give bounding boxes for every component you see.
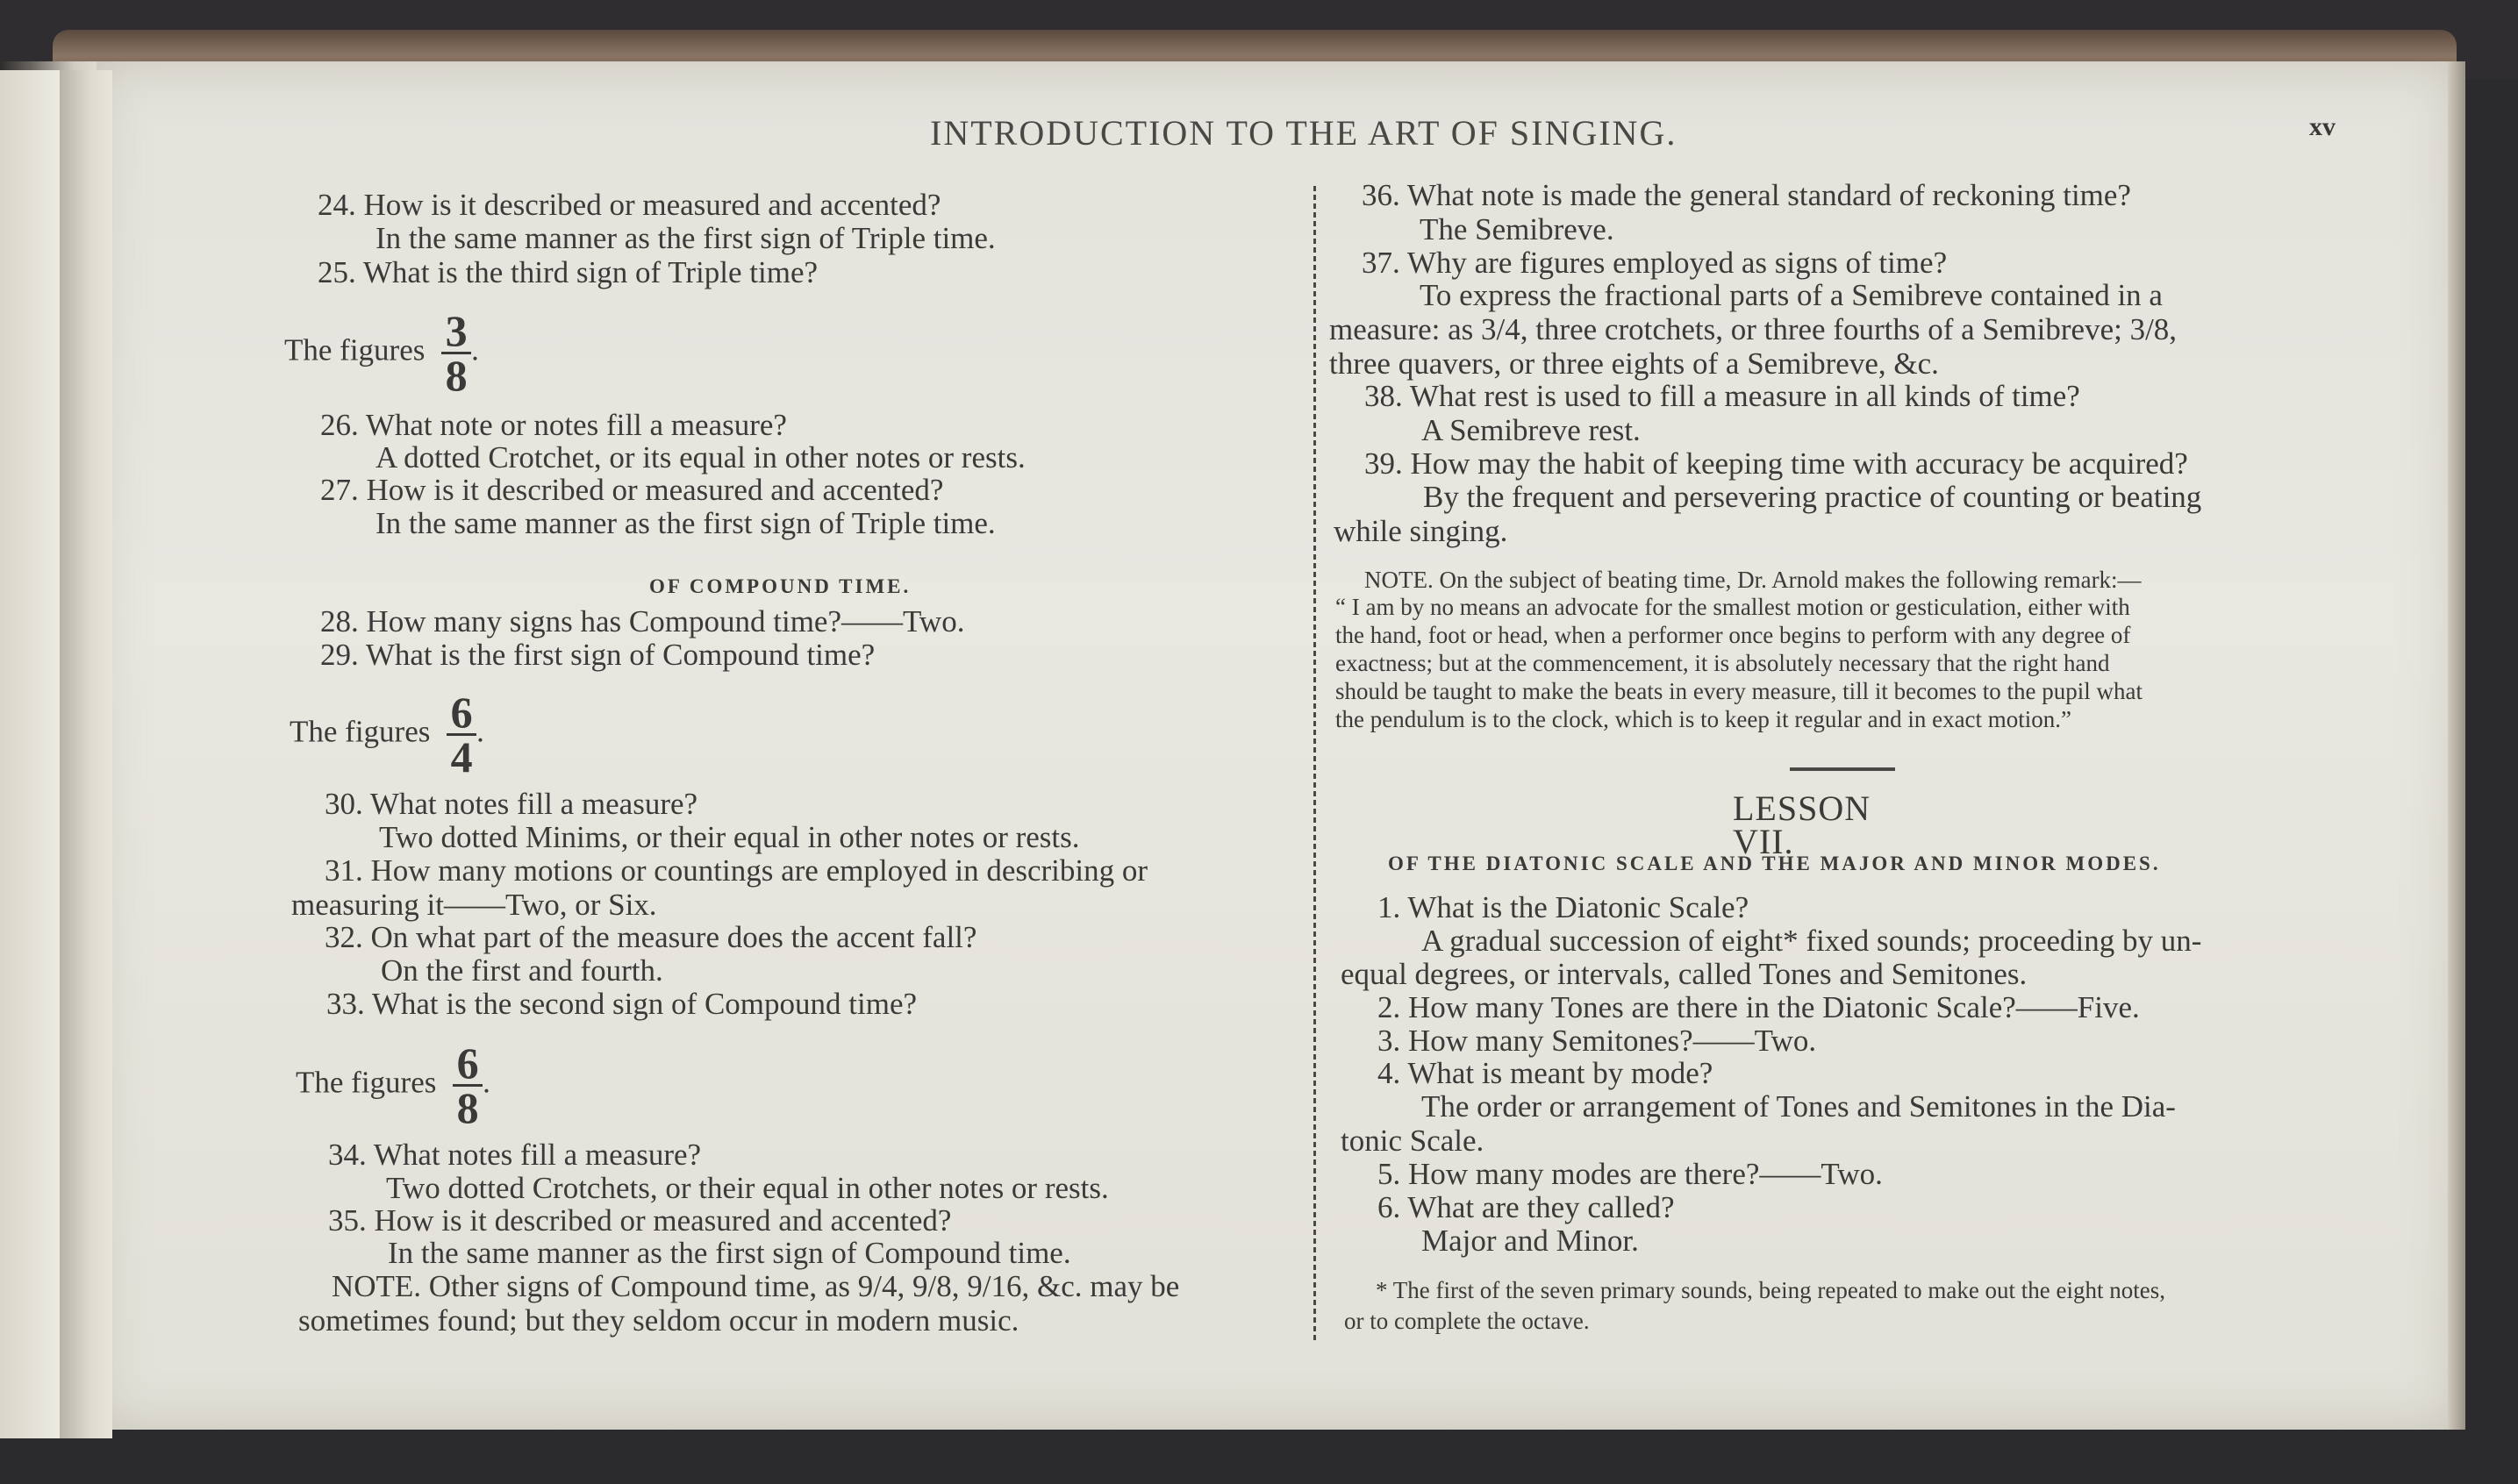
- answer-1: A gradual succession of eight* fixed sounds; proceeding by un-: [1421, 924, 2202, 958]
- answer-35: In the same manner as the first sign of Compound time.: [388, 1236, 1071, 1270]
- question-38: 38. What rest is used to fill a measure in all kinds of time?: [1364, 379, 2080, 413]
- answer-34: Two dotted Crotchets, or their equal in other notes or rests.: [386, 1171, 1109, 1205]
- figures-label: The figures: [284, 332, 426, 367]
- fraction: [447, 688, 476, 781]
- time-signature-6-8: The figures $\frac{6}{8}$ .: [296, 1038, 490, 1132]
- note-arnold-line: should be taught to make the beats in every measure, till it becomes to the pupil what: [1335, 678, 2143, 704]
- question-24: 24. How is it described or measured and accented?: [318, 188, 941, 222]
- section-rule: [1790, 767, 1895, 771]
- lesson-title: LESSON VII.: [1733, 788, 1871, 861]
- question-34: 34. What notes fill a measure?: [328, 1138, 702, 1172]
- note-arnold-line: “ I am by no means an advocate for the smallest motion or gesticulation, either with: [1335, 594, 2130, 620]
- answer-27: In the same manner as the first sign of Triple time.: [376, 506, 996, 540]
- fraction: [441, 306, 471, 400]
- time-signature-6-4: The figures $\frac{6}{4}$ .: [290, 688, 484, 781]
- question-30: 30. What notes fill a measure?: [325, 787, 698, 821]
- answer-37-cont2: three quavers, or three eights of a Semibreve, &c.: [1329, 346, 1939, 381]
- question-33: 33. What is the second sign of Compound time?: [326, 987, 918, 1021]
- lesson-subheading: OF THE DIATONIC SCALE AND THE MAJOR AND MINOR MODES.: [1388, 853, 2161, 874]
- left-page: [0, 70, 64, 1438]
- question-26: 26. What note or notes fill a measure?: [320, 408, 787, 442]
- note-arnold-line: the pendulum is to the clock, which is to keep it regular and in exact motion.”: [1335, 706, 2072, 732]
- footnote: * The first of the seven primary sounds, being repeated to make out the eight notes,: [1376, 1277, 2166, 1303]
- question-4: 4. What is meant by mode?: [1377, 1056, 1713, 1090]
- answer-37: To express the fractional parts of a Semibreve contained in a: [1420, 278, 2163, 312]
- question-3: 3. How many Semitones?——Two.: [1377, 1024, 1817, 1058]
- page-number: xv: [2309, 112, 2336, 141]
- running-title: INTRODUCTION TO THE ART OF SINGING.: [930, 113, 1677, 153]
- answer-38: A Semibreve rest.: [1421, 413, 1641, 447]
- answer-32: On the first and fourth.: [381, 953, 663, 988]
- question-39: 39. How may the habit of keeping time with accuracy be acquired?: [1364, 446, 2188, 481]
- question-5: 5. How many modes are there?——Two.: [1377, 1157, 1883, 1191]
- answer-24: In the same manner as the first sign of Triple time.: [376, 221, 996, 255]
- question-31: 31. How many motions or countings are employed in describing or: [325, 853, 1148, 888]
- answer-4: The order or arrangement of Tones and Semitones in the Dia-: [1421, 1089, 2176, 1124]
- note-compound-time: NOTE. Other signs of Compound time, as 9/4, 9/8, 9/16, &c. may be: [332, 1269, 1180, 1303]
- note-arnold-line: the hand, foot or head, when a performer once begins to perform with any degree of: [1335, 622, 2131, 648]
- question-28: 28. How many signs has Compound time?——Two.: [320, 604, 965, 639]
- question-6: 6. What are they called?: [1377, 1190, 1675, 1224]
- denominator: 8: [456, 1083, 479, 1132]
- numerator: 6: [450, 688, 473, 737]
- section-heading: OF COMPOUND TIME.: [649, 575, 912, 597]
- answer-31: measuring it——Two, or Six.: [291, 888, 657, 922]
- question-37: 37. Why are figures employed as signs of time?: [1362, 246, 1948, 280]
- answer-6: Major and Minor.: [1421, 1224, 1639, 1258]
- answer-36: The Semibreve.: [1420, 212, 1614, 246]
- time-signature-3-8: The figures $\frac{3}{8}$ .: [284, 306, 479, 400]
- answer-39: By the frequent and persevering practice of counting or beating: [1423, 480, 2202, 514]
- denominator: 8: [445, 351, 468, 400]
- note-arnold-line: exactness; but at the commencement, it is absolutely necessary that the right hand: [1335, 650, 2110, 676]
- denominator: 4: [450, 732, 473, 781]
- question-36: 36. What note is made the general standard of reckoning time?: [1362, 178, 2131, 212]
- answer-30: Two dotted Minims, or their equal in other notes or rests.: [379, 820, 1080, 854]
- answer-1-cont: equal degrees, or intervals, called Tones and Semitones.: [1341, 957, 2028, 991]
- fraction: [453, 1038, 483, 1132]
- right-page-edge: [2448, 61, 2465, 1430]
- column-divider: [1313, 186, 1316, 1344]
- figures-label: The figures: [296, 1065, 437, 1100]
- numerator: 6: [456, 1038, 479, 1088]
- question-25: 25. What is the third sign of Triple time?: [318, 255, 819, 289]
- note-compound-time-cont: sometimes found; but they seldom occur in modern music.: [298, 1303, 1019, 1338]
- question-27: 27. How is it described or measured and accented?: [320, 473, 944, 507]
- question-1: 1. What is the Diatonic Scale?: [1377, 890, 1749, 924]
- question-2: 2. How many Tones are there in the Diatonic Scale?——Five.: [1377, 990, 2140, 1024]
- answer-37-cont: measure: as 3/4, three crotchets, or three fourths of a Semibreve; 3/8,: [1329, 312, 2178, 346]
- answer-4-cont: tonic Scale.: [1341, 1124, 1484, 1158]
- page-fold: [60, 70, 112, 1438]
- question-32: 32. On what part of the measure does the accent fall?: [325, 920, 977, 954]
- note-arnold: NOTE. On the subject of beating time, Dr. Arnold makes the following remark:—: [1364, 567, 2142, 593]
- footnote-cont: or to complete the octave.: [1344, 1308, 1590, 1334]
- question-35: 35. How is it described or measured and accented?: [328, 1203, 952, 1238]
- figures-label: The figures: [290, 714, 431, 749]
- answer-26: A dotted Crotchet, or its equal in other notes or rests.: [376, 440, 1026, 474]
- numerator: 3: [445, 306, 468, 355]
- question-29: 29. What is the first sign of Compound time?: [320, 638, 876, 672]
- answer-39-cont: while singing.: [1334, 514, 1508, 548]
